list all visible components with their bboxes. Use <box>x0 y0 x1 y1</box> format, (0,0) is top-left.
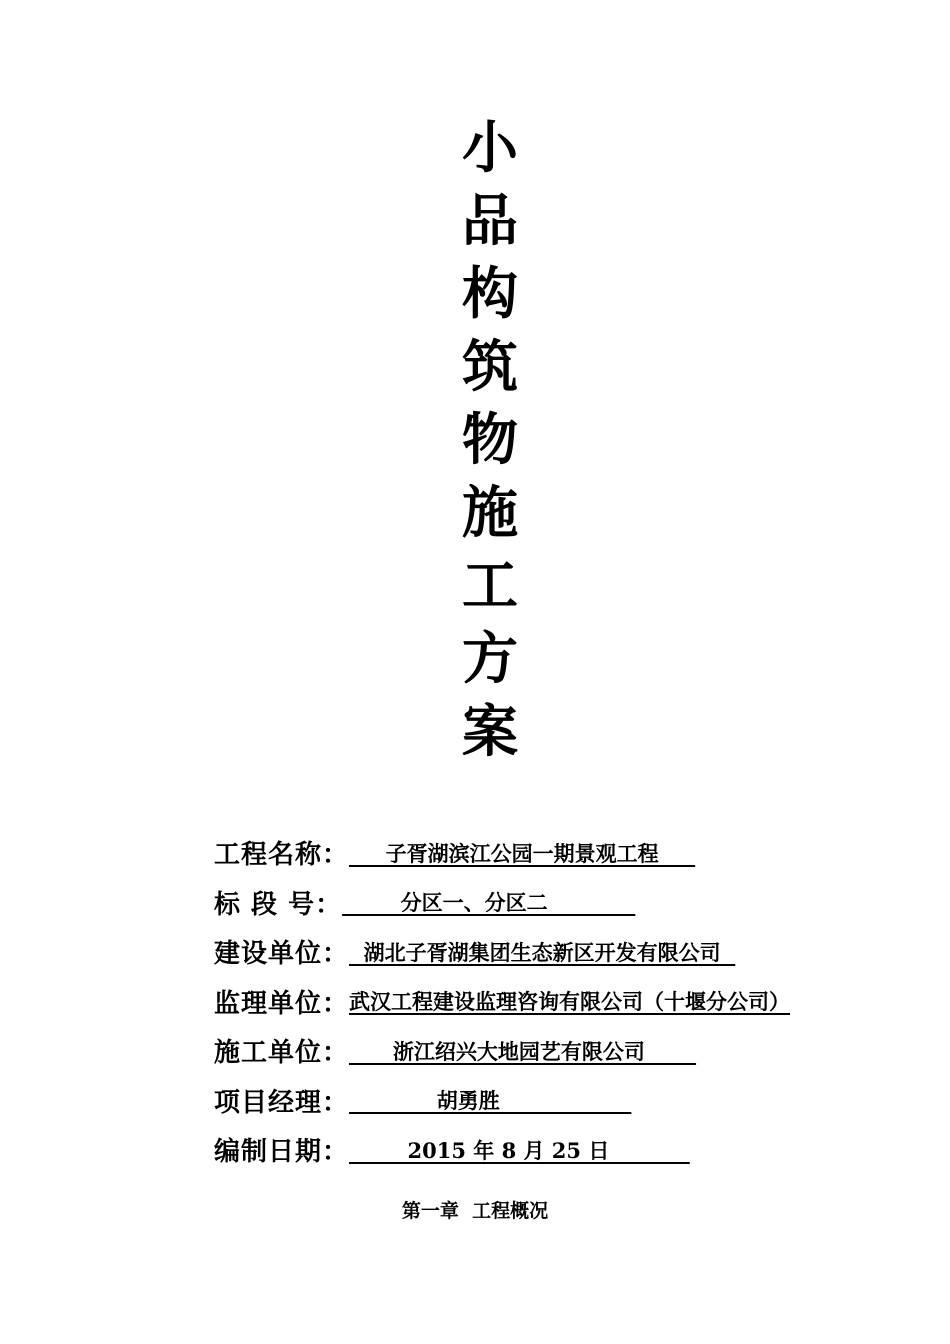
title-char: 工 <box>462 554 518 619</box>
contractor-value: 浙江绍兴大地园艺有限公司 <box>349 1038 697 1064</box>
title-char: 物 <box>462 408 518 473</box>
info-row-date <box>214 1125 874 1175</box>
title-char: 方 <box>462 627 518 692</box>
title-char: 小 <box>462 116 518 181</box>
info-row-project-manager <box>214 1076 874 1126</box>
info-row-contractor <box>214 1026 874 1076</box>
title-char: 案 <box>462 700 518 765</box>
contractor-label: 施工单位： <box>214 1038 350 1069</box>
project-manager-label: 项目经理： <box>214 1087 350 1118</box>
owner-value: 湖北子胥湖集团生态新区开发有限公司 <box>349 939 736 965</box>
chapter-heading: 第一章 工程概况 <box>401 1200 549 1222</box>
supervisor-value: 武汉工程建设监理咨询有限公司（十堰分公司） <box>349 989 791 1015</box>
title-char: 品 <box>462 189 518 254</box>
section-number-label: 标 段 号： <box>214 889 343 920</box>
supervisor-label: 监理单位： <box>214 988 350 1019</box>
info-row-supervisor <box>214 977 874 1027</box>
info-row-section-number <box>214 878 874 928</box>
owner-label: 建设单位： <box>214 939 350 970</box>
date-value: 2015 年 8 月 25 日 <box>349 1137 690 1163</box>
title-char: 施 <box>462 481 518 546</box>
title-char: 筑 <box>462 335 518 400</box>
title-char: 构 <box>462 262 518 327</box>
date-label: 编制日期： <box>214 1137 350 1168</box>
project-name-label: 工程名称： <box>214 840 350 871</box>
info-row-project-name <box>214 828 874 878</box>
info-row-owner <box>214 927 874 977</box>
project-info-block <box>214 828 874 1175</box>
project-manager-value: 胡勇胜 <box>349 1088 632 1114</box>
document-title <box>435 112 545 769</box>
section-number-value: 分区一、分区二 <box>342 890 636 916</box>
project-name-value: 子胥湖滨江公园一期景观工程 <box>349 840 696 866</box>
